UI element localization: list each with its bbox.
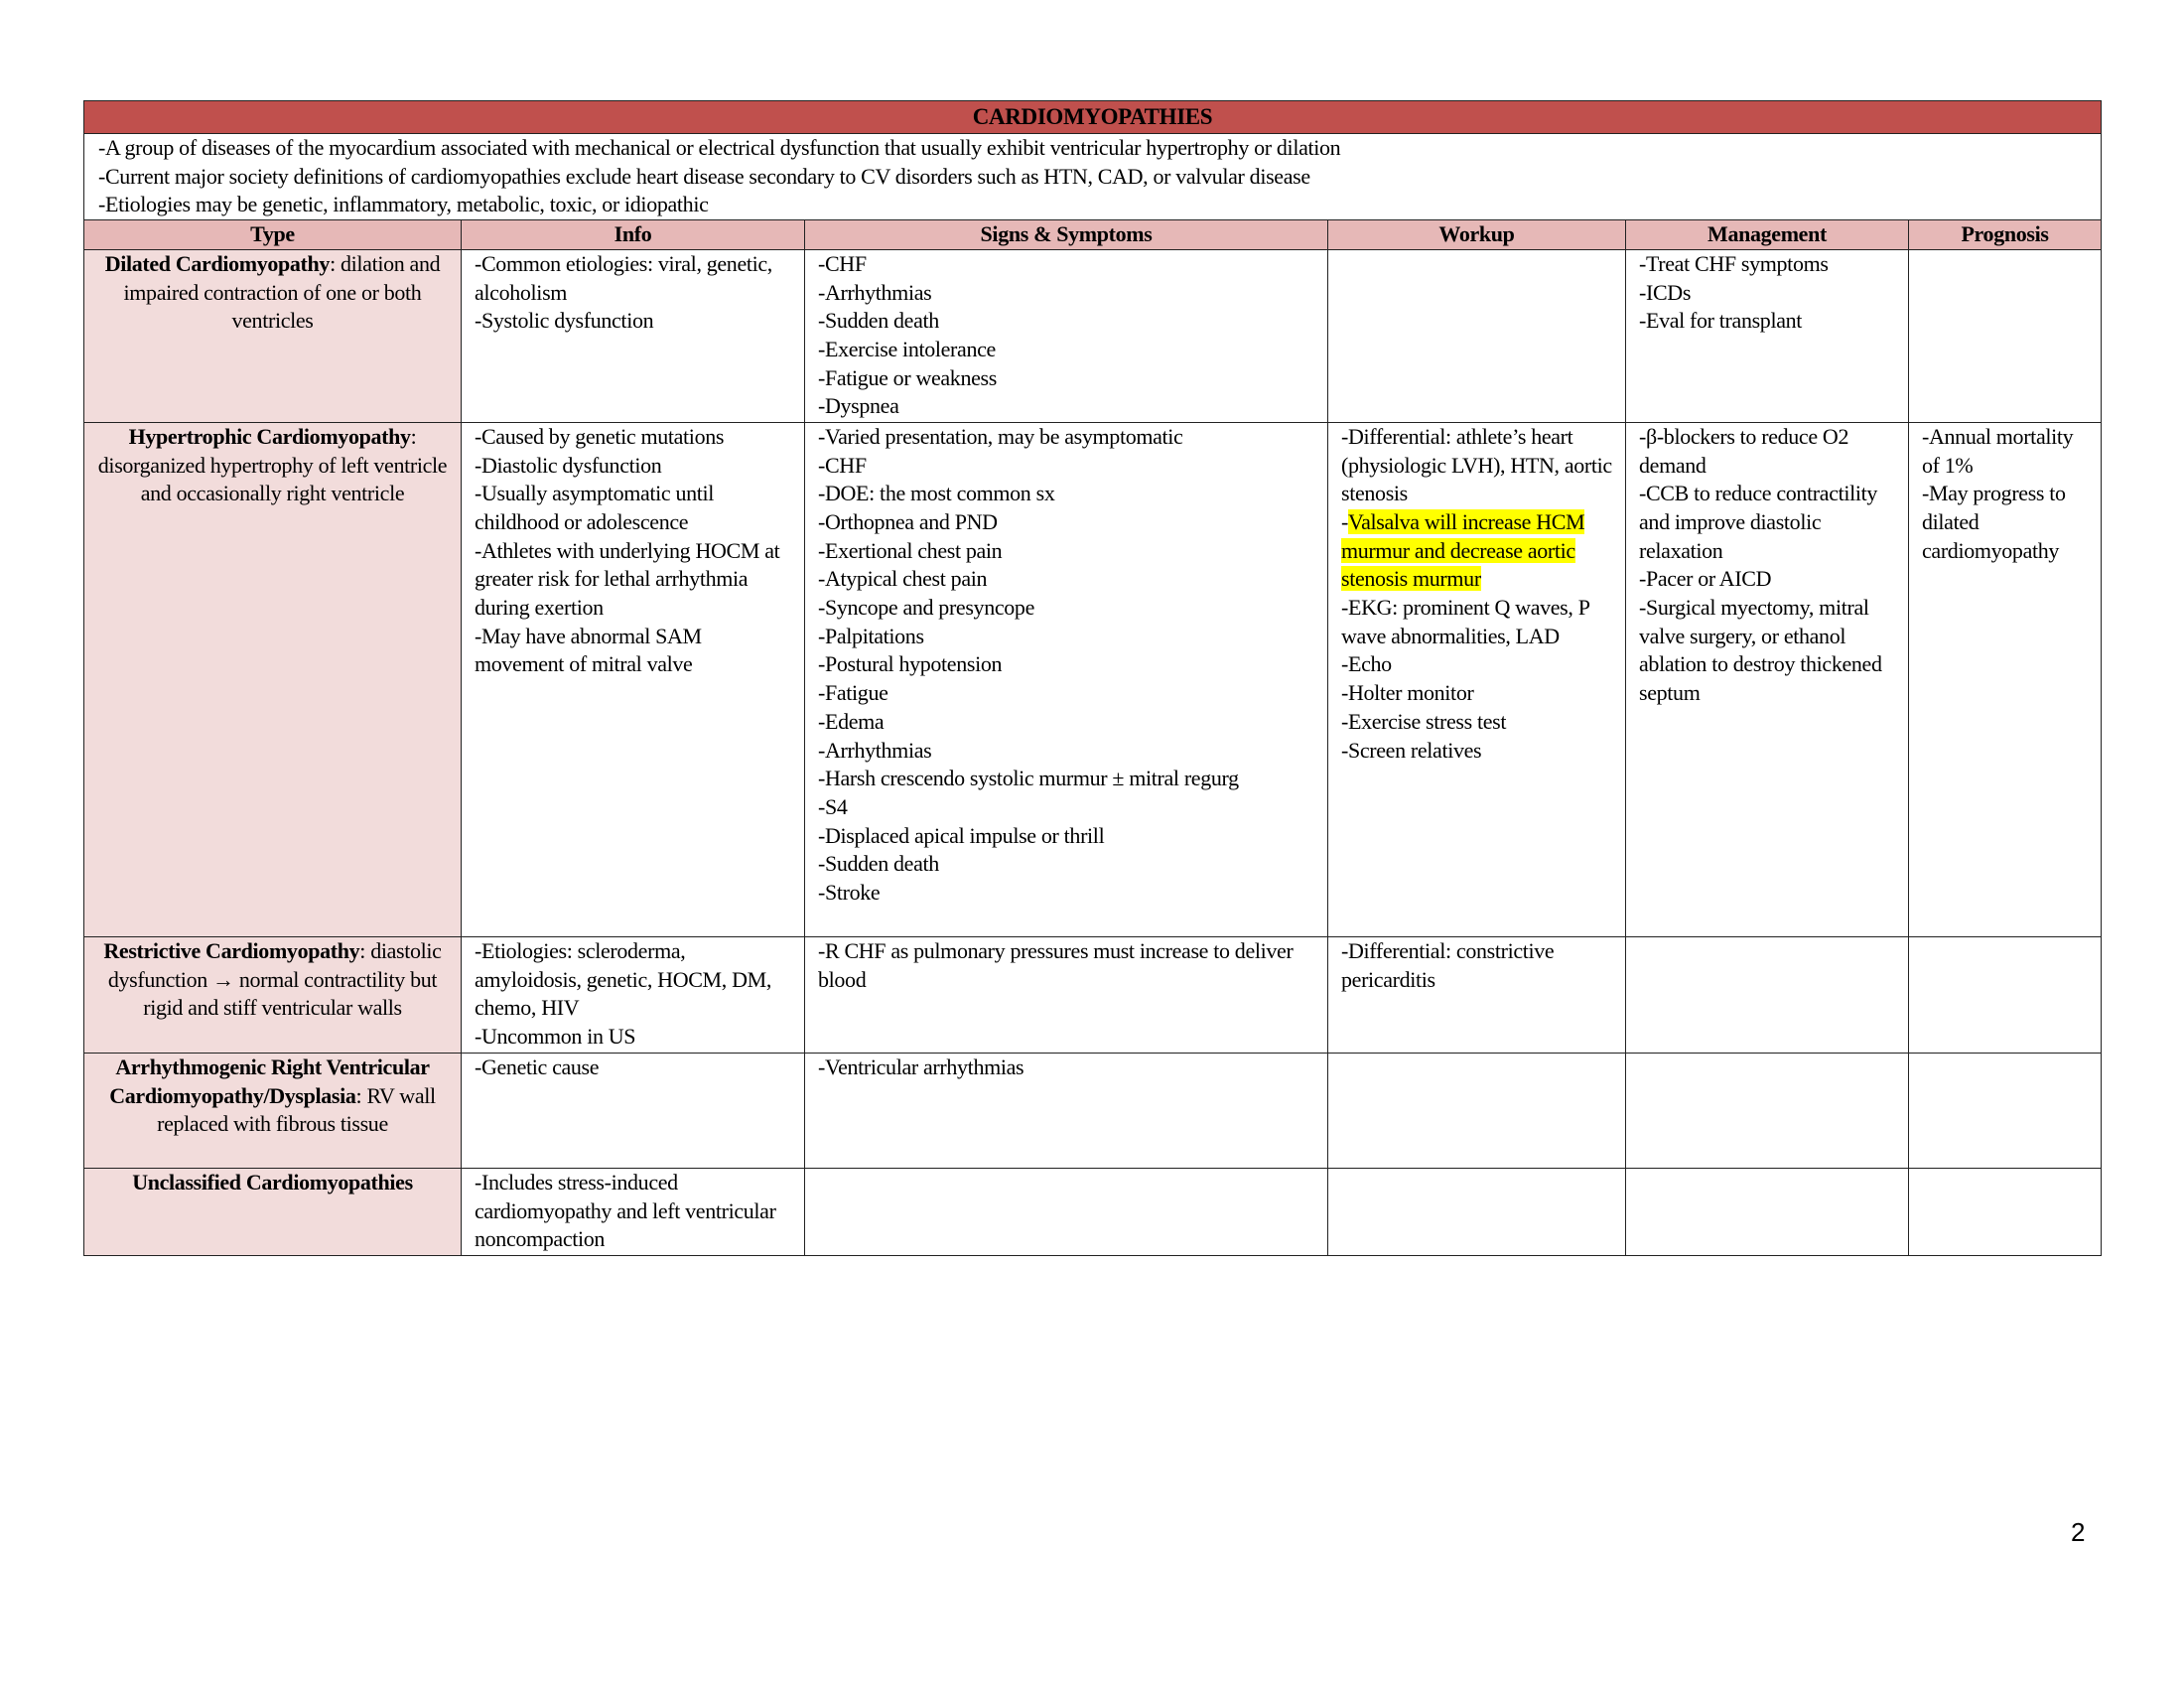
workup-cell <box>1328 422 1626 936</box>
list-item: -Harsh crescendo systolic murmur ± mitral regurg <box>818 766 1239 791</box>
list-item: -Annual mortality of 1% <box>1922 423 2074 478</box>
header-prognosis: Prognosis <box>1909 220 2102 250</box>
type-cell <box>84 936 462 1053</box>
type-name: Unclassified Cardiomyopathies <box>132 1169 413 1195</box>
list-item: -Genetic cause <box>475 1054 600 1079</box>
list-item: -Ventricular arrhythmias <box>818 1054 1024 1079</box>
list-item: -Athletes with underlying HOCM at greater risk for lethal arrhythmia during exertion <box>475 537 780 621</box>
list-item: -EKG: prominent Q waves, P wave abnormalities, LAD <box>1341 595 1589 648</box>
table-row <box>84 1168 2102 1255</box>
prognosis-cell <box>1909 936 2102 1053</box>
item-prefix: - <box>1341 508 1348 534</box>
table-row <box>84 422 2102 936</box>
type-name: Hypertrophic Cardiomyopathy <box>128 423 411 449</box>
workup-cell <box>1328 1168 1626 1255</box>
prognosis-cell <box>1909 1168 2102 1255</box>
list-item: -Arrhythmias <box>818 279 932 305</box>
table-row <box>84 936 2102 1053</box>
list-item: -Palpitations <box>818 623 924 648</box>
list-item: -Eval for transplant <box>1639 308 1803 334</box>
list-item: -Usually asymptomatic until childhood or adolescence <box>475 481 715 534</box>
list-item: -Screen relatives <box>1341 737 1482 763</box>
list-item: -Diastolic dysfunction <box>475 452 662 478</box>
header-management: Management <box>1626 220 1909 250</box>
list-item: -Postural hypotension <box>818 651 1003 677</box>
list-item: -Caused by genetic mutations <box>475 423 725 449</box>
list-item: -Pacer or AICD <box>1639 566 1772 592</box>
type-name: Dilated Cardiomyopathy <box>104 250 331 276</box>
list-item <box>1341 508 1612 594</box>
info-cell <box>462 249 805 422</box>
management-cell <box>1626 422 1909 936</box>
signs-cell <box>805 1168 1328 1255</box>
signs-cell <box>805 422 1328 936</box>
list-item: -Orthopnea and PND <box>818 508 998 534</box>
prognosis-cell <box>1909 249 2102 422</box>
list-item: -CCB to reduce contractility and improve diastolic relaxation <box>1639 481 1878 563</box>
list-item: -May progress to dilated cardiomyopathy <box>1922 481 2066 563</box>
list-item: -Sudden death <box>818 308 939 334</box>
list-item: -Syncope and presyncope <box>818 595 1034 621</box>
header-signs: Signs & Symptoms <box>805 220 1328 250</box>
prognosis-cell <box>1909 422 2102 936</box>
cardiomyopathies-table <box>83 100 2102 1256</box>
type-description: : disorganized hypertrophy of left ventricle and occasionally right ventricle <box>97 423 448 506</box>
type-description: : diastolic dysfunction → normal contractility but rigid and stiff ventricular walls <box>107 937 442 1021</box>
list-item: -Sudden death <box>818 851 939 877</box>
type-cell <box>84 422 462 936</box>
table-title: CARDIOMYOPATHIES <box>84 101 2102 134</box>
highlighted-text: Valsalva will increase HCM murmur and decrease aortic stenosis murmur <box>1341 508 1585 592</box>
list-item: -Etiologies: scleroderma, amyloidosis, genetic, HOCM, DM, chemo, HIV <box>475 937 771 1021</box>
list-item: -Arrhythmias <box>818 737 932 763</box>
header-info: Info <box>462 220 805 250</box>
signs-cell <box>805 249 1328 422</box>
list-item: -Exertional chest pain <box>818 537 1003 563</box>
type-name: Arrhythmogenic Right Ventricular Cardiomyopathy/Dysplasia <box>109 1054 430 1108</box>
list-item: -Displaced apical impulse or thrill <box>818 822 1105 848</box>
intro-section <box>84 134 2102 220</box>
list-item: -Includes stress-induced cardiomyopathy and left ventricular noncompaction <box>475 1169 776 1252</box>
list-item: -Differential: athlete’s heart (physiologic LVH), HTN, aortic stenosis <box>1341 423 1612 506</box>
list-item: -DOE: the most common sx <box>818 481 1055 506</box>
list-item: -Fatigue or weakness <box>818 364 997 390</box>
type-description: : RV wall replaced with fibrous tissue <box>157 1082 436 1137</box>
management-cell <box>1626 249 1909 422</box>
list-item: -Atypical chest pain <box>818 566 988 592</box>
list-item: -S4 <box>818 793 848 819</box>
workup-cell <box>1328 1053 1626 1168</box>
signs-cell <box>805 1053 1328 1168</box>
header-row <box>84 220 2102 250</box>
info-cell <box>462 1168 805 1255</box>
signs-cell <box>805 936 1328 1053</box>
list-item: -Holter monitor <box>1341 680 1474 706</box>
intro-line: -Current major society definitions of cardiomyopathies exclude heart disease secondary to CV disorders such as HTN, CAD, or valvular disease <box>98 163 1310 189</box>
table-row <box>84 249 2102 422</box>
type-description: : dilation and impaired contraction of one or both ventricles <box>123 250 441 334</box>
list-item: -Echo <box>1341 651 1392 677</box>
intro-line: -A group of diseases of the myocardium associated with mechanical or electrical dysfunction that usually exhibit ventricular hypertrophy or dilation <box>98 135 1341 160</box>
header-type: Type <box>84 220 462 250</box>
info-cell <box>462 422 805 936</box>
list-item: -Varied presentation, may be asymptomatic <box>818 423 1183 449</box>
list-item: -ICDs <box>1639 279 1692 305</box>
list-item: -May have abnormal SAM movement of mitral valve <box>475 623 702 677</box>
type-name: Restrictive Cardiomyopathy <box>103 937 360 963</box>
table-row <box>84 1053 2102 1168</box>
type-cell <box>84 1168 462 1255</box>
list-item: -Differential: constrictive pericarditis <box>1341 937 1555 992</box>
prognosis-cell <box>1909 1053 2102 1168</box>
list-item: -Exercise stress test <box>1341 708 1507 734</box>
workup-cell <box>1328 249 1626 422</box>
page-number: 2 <box>2071 1517 2086 1547</box>
list-item: -Surgical myectomy, mitral valve surgery, or ethanol ablation to destroy thickened septum <box>1639 595 1882 706</box>
intro-line: -Etiologies may be genetic, inflammatory, metabolic, toxic, or idiopathic <box>98 192 709 217</box>
list-item: -Dyspnea <box>818 393 899 419</box>
info-cell <box>462 936 805 1053</box>
list-item: -CHF <box>818 250 867 276</box>
list-item: -Treat CHF symptoms <box>1639 250 1829 276</box>
list-item: -R CHF as pulmonary pressures must increase to deliver blood <box>818 937 1294 992</box>
management-cell <box>1626 936 1909 1053</box>
list-item: -Fatigue <box>818 680 888 706</box>
list-item: -Exercise intolerance <box>818 336 996 361</box>
list-item: -Common etiologies: viral, genetic, alcoholism <box>475 250 772 305</box>
list-item: -Systolic dysfunction <box>475 308 654 334</box>
list-item: -CHF <box>818 452 867 478</box>
list-item: -Stroke <box>818 880 881 906</box>
info-cell <box>462 1053 805 1168</box>
list-item: -β-blockers to reduce O2 demand <box>1639 423 1849 478</box>
type-cell <box>84 249 462 422</box>
list-item: -Edema <box>818 708 885 734</box>
type-cell <box>84 1053 462 1168</box>
management-cell <box>1626 1053 1909 1168</box>
header-workup: Workup <box>1328 220 1626 250</box>
workup-cell <box>1328 936 1626 1053</box>
management-cell <box>1626 1168 1909 1255</box>
list-item: -Uncommon in US <box>475 1023 636 1049</box>
